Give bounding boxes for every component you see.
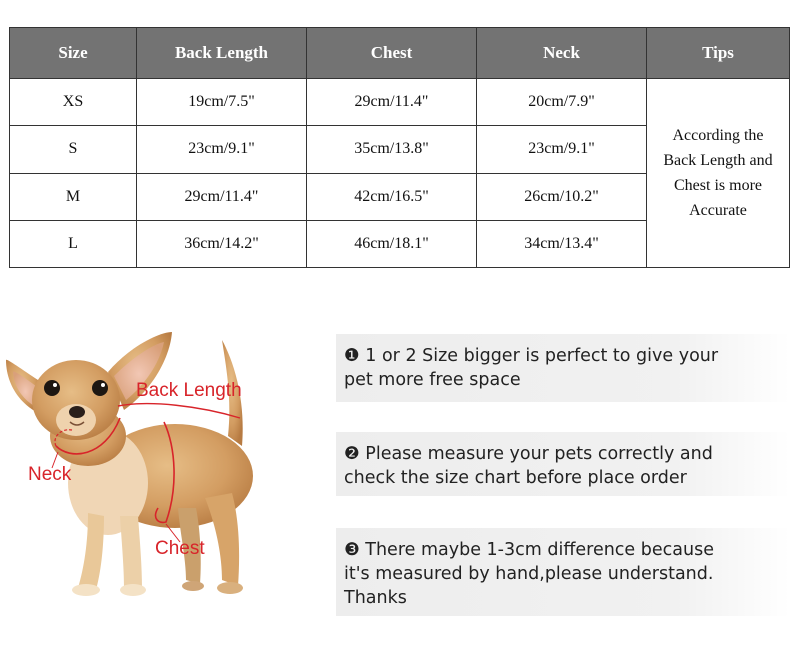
cell-neck: 26cm/10.2" [477, 173, 647, 220]
tip-line [344, 344, 720, 368]
number-one-icon: ❶ [344, 346, 360, 366]
dog-front-leg [78, 513, 104, 590]
tip-text: 1 or 2 Size bigger is perfect to give your [365, 346, 719, 366]
table-row [10, 79, 790, 126]
tips-line: Back Length and [663, 152, 773, 169]
cell-neck: 34cm/13.4" [477, 220, 647, 267]
cell-size: XS [10, 79, 137, 126]
cell-neck: 20cm/7.9" [477, 79, 647, 126]
cell-neck: 23cm/9.1" [477, 126, 647, 173]
header-neck: Neck [477, 28, 647, 79]
back-length-measure-line [118, 404, 240, 418]
cell-size: S [10, 126, 137, 173]
tip-box-2 [336, 432, 790, 496]
cell-chest: 46cm/18.1" [307, 220, 477, 267]
number-two-icon: ❷ [344, 444, 360, 464]
tip-line: Thanks [344, 588, 407, 608]
tips-line: According the [672, 127, 764, 144]
cell-size: L [10, 220, 137, 267]
tip-line: check the size chart before place order [344, 468, 687, 488]
cell-back-length: 19cm/7.5" [137, 79, 307, 126]
number-three-icon: ❸ [344, 540, 360, 560]
tips-line: Accurate [689, 202, 747, 219]
tip-line: pet more free space [344, 370, 521, 390]
header-chest: Chest [307, 28, 477, 79]
dog-nose [69, 406, 85, 418]
cell-chest: 35cm/13.8" [307, 126, 477, 173]
tip-box-1 [336, 334, 790, 402]
header-size: Size [10, 28, 137, 79]
cell-back-length: 23cm/9.1" [137, 126, 307, 173]
cell-chest: 42cm/16.5" [307, 173, 477, 220]
chest-label: Chest [155, 538, 205, 559]
cell-back-length: 29cm/11.4" [137, 173, 307, 220]
tip-line [344, 442, 720, 466]
dog-eye-left [44, 380, 60, 396]
neck-label: Neck [28, 464, 72, 485]
size-chart-table [9, 27, 790, 268]
dog-measurement-diagram [0, 318, 320, 618]
table-header-row [10, 28, 790, 79]
tip-box-3 [336, 528, 790, 616]
tips-cell [647, 79, 790, 268]
tip-text: Please measure your pets correctly and [365, 444, 713, 464]
tip-line [344, 538, 720, 562]
cell-chest: 29cm/11.4" [307, 79, 477, 126]
header-tips: Tips [647, 28, 790, 79]
dog-back-leg [205, 493, 239, 586]
back-length-label: Back Length [136, 380, 242, 401]
tip-line: it's measured by hand,please understand. [344, 564, 714, 584]
dog-eye-right [92, 380, 108, 396]
cell-back-length: 36cm/14.2" [137, 220, 307, 267]
cell-size: M [10, 173, 137, 220]
header-back-length: Back Length [137, 28, 307, 79]
tip-text: There maybe 1-3cm difference because [365, 540, 714, 560]
tips-line: Chest is more [674, 177, 762, 194]
